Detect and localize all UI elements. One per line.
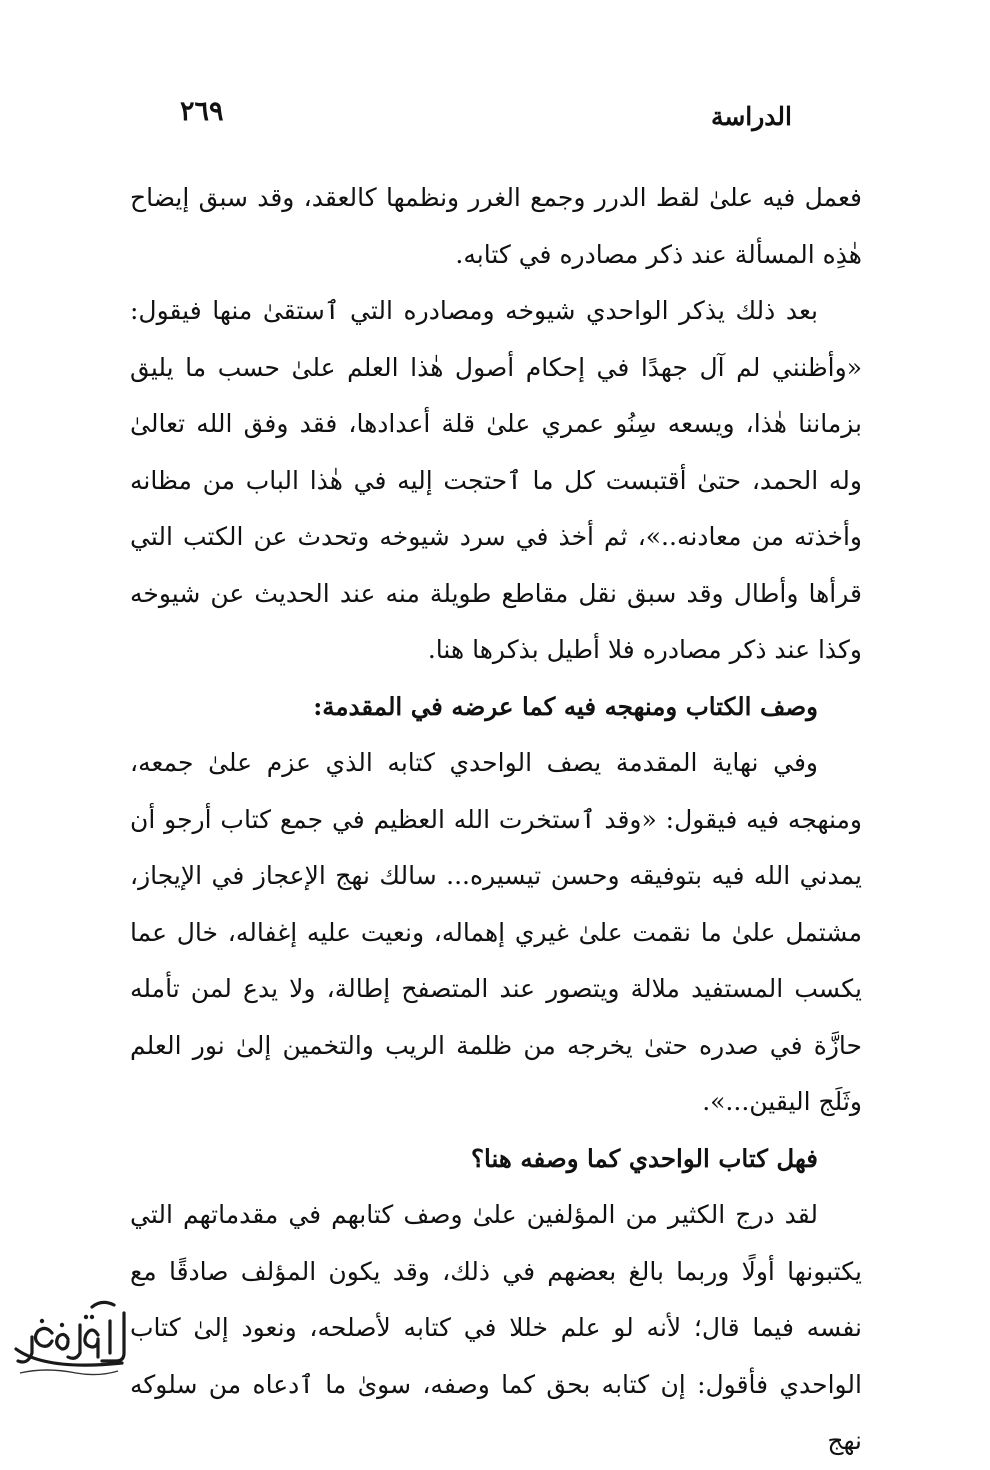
paragraph: فعمل فيه علىٰ لقط الدرر وجمع الغرر ونظمها كالعقد، وقد سبق إيضاح هٰذِه المسألة عند ذكر مصادره في كتابه. xyxy=(130,183,862,269)
section-heading: فهل كتاب الواحدي كما وصفه هنا؟ xyxy=(471,1143,818,1173)
page-header xyxy=(180,96,792,140)
paragraph: لقد درج الكثير من المؤلفين علىٰ وصف كتابهم في مقدماتهم التي يكتبونها أولًا وربما بالغ بعضهم في ذلك، وقد يكون المؤلف صادقًا مع نفسه فيما قال؛ لأنه لو علم خللا في كتابه لأصلحه، ونعود إلىٰ كتاب الواحدي فأقول: إن كتابه بحق كما وصفه، سوىٰ ما ٱدعاه من سلوكه نهج xyxy=(130,1200,862,1455)
page-number: ٢٦٩ xyxy=(180,96,224,127)
section-heading: وصف الكتاب ومنهجه فيه كما عرضه في المقدمة: xyxy=(313,691,818,721)
body-text xyxy=(130,170,862,1470)
calligraphy-stamp-logo xyxy=(6,1295,136,1380)
paragraph: وفي نهاية المقدمة يصف الواحدي كتابه الذي عزم علىٰ جمعه، ومنهجه فيه فيقول: «وقد ٱستخرت الله العظيم في جمع كتاب أرجو أن يمدني الله فيه بتوفيقه وحسن تيسيره... سالك نهج الإعجاز في الإيجاز، مشتمل علىٰ ما نقمت علىٰ غيري إهماله، ونعيت عليه إغفاله، خال عما يكسب المستفيد ملالة ويتصور عند المتصفح إطالة، ولا يدع لمن تأمله حازَّة في صدره حتىٰ يخرجه من ظلمة الريب والتخمين إلىٰ نور العلم وثَلَج اليقين...». xyxy=(130,748,862,1116)
paragraph: بعد ذلك يذكر الواحدي شيوخه ومصادره التي ٱستقىٰ منها فيقول: «وأظنني لم آل جهدًا في إحكام أصول هٰذا العلم علىٰ حسب ما يليق بزماننا هٰذا، ويسعه سِنُو عمري علىٰ قلة أعدادها، فقد وفق الله تعالىٰ وله الحمد، حتىٰ أقتبست كل ما ٱحتجت إليه في هٰذا الباب من مظانه وأخذته من معادنه..»، ثم أخذ في سرد شيوخه وتحدث عن الكتب التي قرأها وأطال وقد سبق نقل مقاطع طويلة منه عند الحديث عن شيوخه وكذا عند ذكر مصادره فلا أطيل بذكرها هنا. xyxy=(130,296,862,664)
running-title: الدراسة xyxy=(710,102,792,131)
